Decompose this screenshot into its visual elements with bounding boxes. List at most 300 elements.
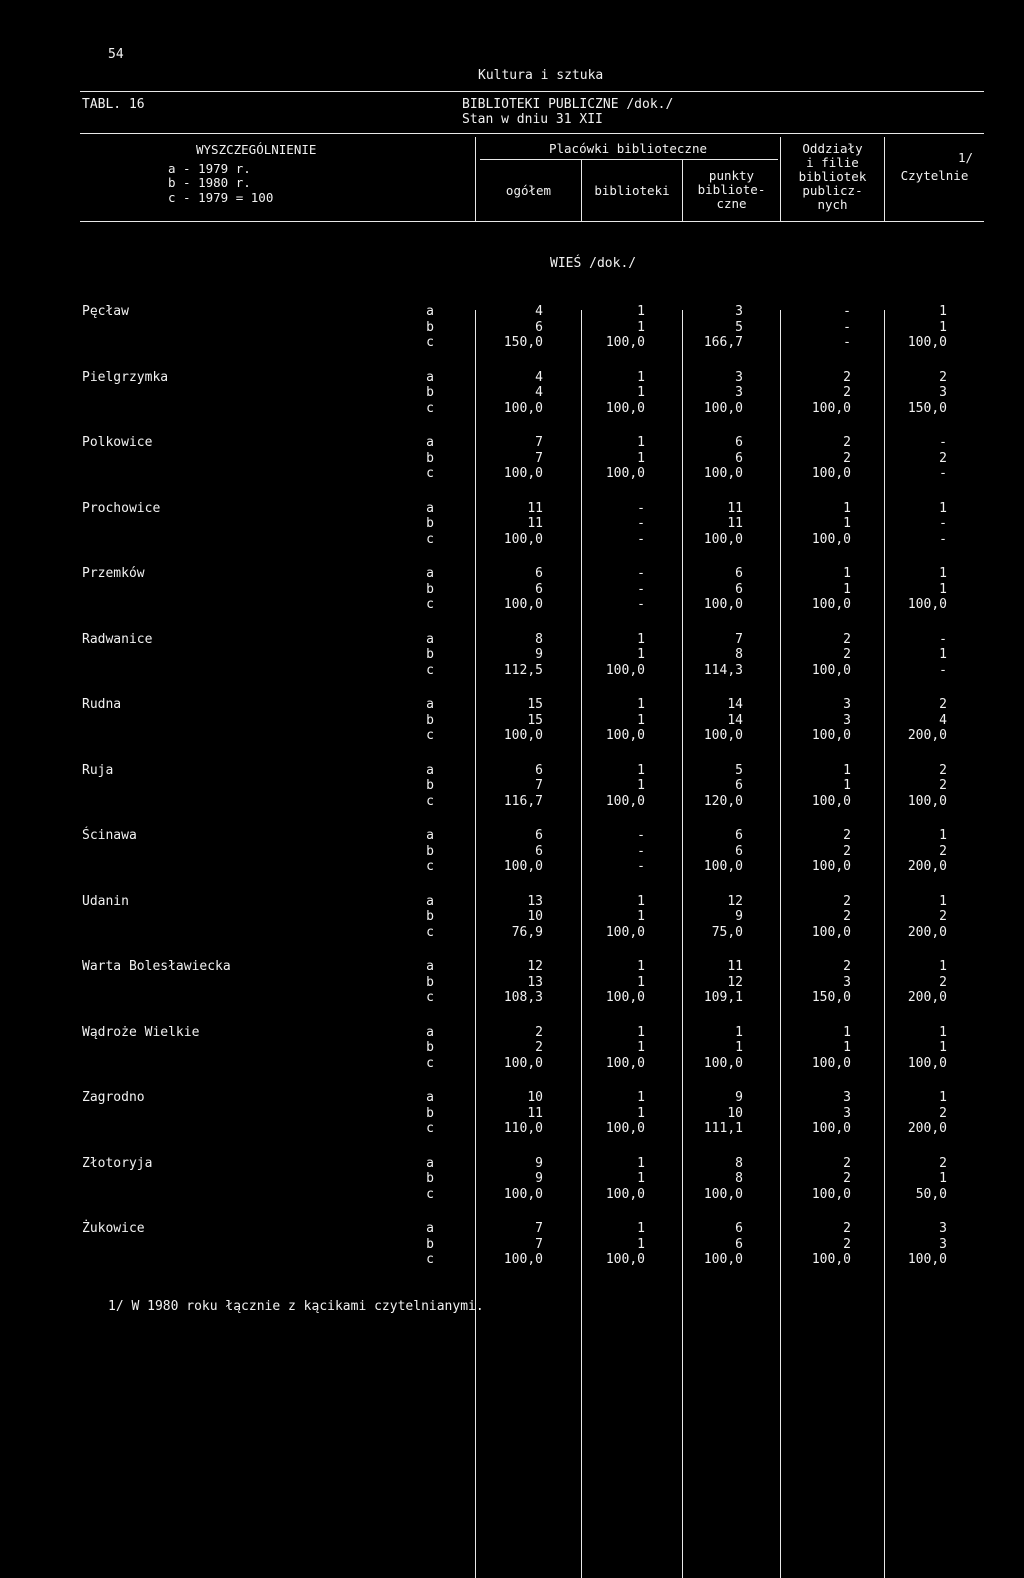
- table-cell: 11: [527, 1105, 543, 1121]
- header-branches: [781, 142, 884, 212]
- table-cell: 1: [939, 1040, 947, 1055]
- table-cell: 15: [527, 697, 543, 712]
- table-cell: -: [939, 466, 947, 481]
- legend-b: b - 1980 r.: [168, 175, 251, 190]
- table-cell: 100,0: [811, 1186, 851, 1202]
- table-cell: 1: [939, 304, 947, 319]
- table-cell: 100,0: [811, 1121, 851, 1136]
- table-cell: 2: [939, 369, 947, 385]
- table-cell: 6: [735, 581, 743, 597]
- page-number: 54: [108, 47, 124, 62]
- table-cell: 150,0: [907, 400, 947, 416]
- row-sub-label-b: b: [426, 974, 434, 990]
- row-name: Polkowice: [82, 435, 153, 450]
- table-cell: 100,0: [811, 859, 851, 874]
- table-cell: 7: [535, 1236, 543, 1252]
- table-cell: 2: [939, 778, 947, 793]
- table-cell: 4: [535, 304, 543, 319]
- table-cell: 1: [939, 828, 947, 843]
- top-rule: [80, 91, 984, 92]
- table-cell: 1: [939, 1090, 947, 1105]
- table-cell: 2: [843, 435, 851, 450]
- row-name: Żukowice: [82, 1221, 145, 1236]
- header-points-line: bibliote-: [697, 182, 766, 197]
- table-cell: 14: [727, 697, 743, 712]
- table-cell: 11: [527, 500, 543, 516]
- row-name: Zagrodno: [82, 1090, 145, 1105]
- table-cell: 2: [843, 843, 851, 859]
- table-cell: 9: [535, 647, 543, 662]
- table-cell: 100,0: [605, 1252, 645, 1267]
- header-group-rule: [480, 159, 778, 160]
- table-cell: 1: [843, 516, 851, 531]
- table-cell: 1: [637, 369, 645, 385]
- table-cell: 1: [843, 762, 851, 778]
- header-group: Placówki biblioteczne: [548, 141, 708, 156]
- table-cell: 100,0: [503, 859, 543, 874]
- table-cell: 100,0: [503, 1055, 543, 1071]
- row-name: Prochowice: [82, 500, 161, 516]
- table-cell: 3: [735, 369, 743, 385]
- table-cell: 11: [727, 500, 743, 516]
- header-branches-line: bibliotek: [798, 169, 867, 184]
- table-cell: 100,0: [605, 990, 645, 1005]
- row-name: Radwanice: [82, 631, 153, 647]
- table-cell: 100,0: [605, 728, 645, 743]
- table-cell: 100,0: [703, 1252, 743, 1267]
- table-cell: -: [939, 631, 947, 647]
- table-cell: 1: [843, 581, 851, 597]
- table-cell: 1: [637, 778, 645, 793]
- table-cell: 100,0: [907, 597, 947, 612]
- table-cell: 200,0: [907, 924, 947, 940]
- row-name: Rudna: [82, 697, 122, 712]
- table-cell: 6: [535, 581, 543, 597]
- row-sub-label-c: c: [426, 793, 434, 809]
- table-cell: 2: [939, 762, 947, 778]
- table-title: BIBLIOTEKI PUBLICZNE /dok./: [462, 97, 674, 112]
- table-label: TABL. 16: [82, 97, 145, 112]
- table-cell: 200,0: [907, 859, 947, 874]
- table-cell: 1: [637, 697, 645, 712]
- table-cell: 100,0: [907, 1055, 947, 1071]
- table-cell: 1: [735, 1024, 743, 1040]
- header-points-line: punkty: [708, 168, 755, 183]
- row-name: Ruja: [82, 762, 114, 778]
- row-sub-label-b: b: [426, 1105, 434, 1121]
- table-cell: -: [637, 566, 645, 581]
- table-cell: 1: [637, 1221, 645, 1236]
- table-cell: 2: [843, 909, 851, 924]
- row-sub-label-b: b: [426, 1236, 434, 1252]
- row-sub-label-a: a: [426, 1221, 434, 1236]
- table-cell: 6: [735, 843, 743, 859]
- header-bottom-rule: [80, 221, 984, 222]
- table-cell: 3: [735, 304, 743, 319]
- table-cell: 100,0: [811, 400, 851, 416]
- table-cell: 76,9: [511, 924, 543, 940]
- table-cell: 1: [637, 385, 645, 400]
- table-cell: 100,0: [503, 531, 543, 547]
- table-cell: 2: [843, 369, 851, 385]
- table-cell: 3: [843, 712, 851, 728]
- table-cell: 110,0: [503, 1121, 543, 1136]
- table-cell: 10: [527, 909, 543, 924]
- table-cell: -: [637, 516, 645, 531]
- table-cell: 1: [735, 1040, 743, 1055]
- table-cell: -: [637, 531, 645, 547]
- header-branches-line: i filie: [806, 155, 859, 170]
- table-cell: 100,0: [605, 335, 645, 350]
- row-sub-label-c: c: [426, 728, 434, 743]
- table-cell: 1: [939, 581, 947, 597]
- table-cell: 4: [939, 712, 947, 728]
- table-cell: 2: [939, 697, 947, 712]
- row-name: Pielgrzymka: [82, 369, 169, 385]
- table-cell: 108,3: [503, 990, 543, 1005]
- table-cell: 1: [637, 647, 645, 662]
- table-cell: 100,0: [605, 466, 645, 481]
- table-cell: 100,0: [703, 466, 743, 481]
- row-sub-label-b: b: [426, 1171, 434, 1186]
- row-sub-label-c: c: [426, 531, 434, 547]
- table-cell: 1: [637, 1171, 645, 1186]
- table-cell: -: [939, 531, 947, 547]
- table-cell: 1: [637, 1236, 645, 1252]
- table-cell: 2: [843, 828, 851, 843]
- row-sub-label-b: b: [426, 385, 434, 400]
- row-sub-label-c: c: [426, 466, 434, 481]
- footnote: 1/ W 1980 roku łącznie z kącikami czytelnianymi.: [108, 1299, 484, 1314]
- table-cell: 8: [735, 1171, 743, 1186]
- row-name: Udanin: [82, 893, 129, 909]
- table-cell: 1: [843, 1024, 851, 1040]
- table-cell: 7: [535, 435, 543, 450]
- table-cell: 6: [735, 450, 743, 466]
- legend-a: a - 1979 r.: [168, 161, 251, 176]
- table-cell: -: [637, 843, 645, 859]
- table-cell: 100,0: [811, 1055, 851, 1071]
- table-cell: 11: [727, 959, 743, 974]
- table-cell: 1: [637, 304, 645, 319]
- table-cell: 6: [735, 1221, 743, 1236]
- table-cell: 2: [843, 647, 851, 662]
- table-cell: 3: [939, 1221, 947, 1236]
- table-cell: 1: [939, 566, 947, 581]
- row-sub-label-c: c: [426, 990, 434, 1005]
- row-sub-label-c: c: [426, 335, 434, 350]
- row-sub-label-a: a: [426, 304, 434, 319]
- table-cell: 100,0: [703, 1055, 743, 1071]
- table-cell: 100,0: [703, 531, 743, 547]
- table-cell: 6: [535, 566, 543, 581]
- table-cell: 6: [535, 319, 543, 335]
- table-cell: 1: [637, 959, 645, 974]
- table-cell: 100,0: [811, 466, 851, 481]
- table-cell: 100,0: [605, 1186, 645, 1202]
- table-cell: 1: [637, 631, 645, 647]
- table-cell: 9: [735, 909, 743, 924]
- table-cell: 3: [843, 1105, 851, 1121]
- row-sub-label-a: a: [426, 435, 434, 450]
- table-cell: 3: [735, 385, 743, 400]
- table-cell: 112,5: [503, 662, 543, 678]
- row-name: Złotoryja: [82, 1155, 153, 1171]
- table-cell: 100,0: [811, 728, 851, 743]
- table-cell: 100,0: [503, 597, 543, 612]
- table-cell: 116,7: [503, 793, 543, 809]
- table-cell: 5: [735, 319, 743, 335]
- table-cell: 1: [939, 959, 947, 974]
- row-sub-label-c: c: [426, 1186, 434, 1202]
- table-cell: 2: [843, 450, 851, 466]
- table-cell: 4: [535, 385, 543, 400]
- table-cell: 12: [527, 959, 543, 974]
- table-cell: 2: [939, 450, 947, 466]
- table-cell: 100,0: [703, 400, 743, 416]
- table-cell: 2: [843, 1221, 851, 1236]
- table-cell: 120,0: [703, 793, 743, 809]
- table-cell: 14: [727, 712, 743, 728]
- header-total: ogółem: [505, 183, 552, 198]
- table-cell: 9: [535, 1171, 543, 1186]
- table-cell: 15: [527, 712, 543, 728]
- table-cell: 1: [637, 1024, 645, 1040]
- table-cell: 3: [843, 974, 851, 990]
- header-points: [683, 169, 780, 211]
- table-cell: 3: [843, 697, 851, 712]
- row-sub-label-c: c: [426, 924, 434, 940]
- table-cell: 2: [843, 631, 851, 647]
- table-cell: 2: [939, 974, 947, 990]
- table-cell: 2: [843, 1236, 851, 1252]
- table-cell: 9: [735, 1090, 743, 1105]
- table-cell: 1: [843, 500, 851, 516]
- section-title: Kultura i sztuka: [478, 68, 604, 83]
- table-cell: 100,0: [907, 793, 947, 809]
- row-sub-label-b: b: [426, 581, 434, 597]
- row-name: Wądroże Wielkie: [82, 1024, 200, 1040]
- row-sub-label-a: a: [426, 500, 434, 516]
- table-cell: 1: [939, 319, 947, 335]
- row-sub-label-c: c: [426, 597, 434, 612]
- table-cell: 1: [637, 1105, 645, 1121]
- row-sub-label-c: c: [426, 859, 434, 874]
- table-cell: 7: [735, 631, 743, 647]
- table-cell: 111,1: [703, 1121, 743, 1136]
- header-top-rule: [80, 133, 984, 134]
- table-cell: 1: [637, 974, 645, 990]
- row-sub-label-a: a: [426, 1155, 434, 1171]
- row-sub-label-b: b: [426, 647, 434, 662]
- table-cell: 100,0: [811, 662, 851, 678]
- table-cell: 8: [735, 1155, 743, 1171]
- table-cell: 2: [939, 1105, 947, 1121]
- table-cell: 200,0: [907, 1121, 947, 1136]
- header-libraries: biblioteki: [594, 183, 670, 198]
- table-cell: 1: [637, 712, 645, 728]
- table-cell: 100,0: [605, 662, 645, 678]
- table-cell: 3: [939, 1236, 947, 1252]
- table-cell: 6: [535, 843, 543, 859]
- table-cell: 6: [735, 778, 743, 793]
- table-cell: 3: [939, 385, 947, 400]
- table-cell: 100,0: [503, 466, 543, 481]
- table-cell: -: [843, 304, 851, 319]
- table-cell: 6: [735, 828, 743, 843]
- table-cell: 2: [535, 1040, 543, 1055]
- row-sub-label-a: a: [426, 1090, 434, 1105]
- table-cell: -: [843, 335, 851, 350]
- table-cell: 5: [735, 762, 743, 778]
- table-cell: 2: [843, 385, 851, 400]
- table-cell: 13: [527, 974, 543, 990]
- header-branches-line: nych: [817, 197, 848, 212]
- table-cell: 100,0: [811, 793, 851, 809]
- table-cell: -: [939, 662, 947, 678]
- table-cell: 1: [939, 893, 947, 909]
- row-sub-label-b: b: [426, 778, 434, 793]
- row-name: Pęcław: [82, 304, 129, 319]
- table-cell: 7: [535, 778, 543, 793]
- row-sub-label-c: c: [426, 1252, 434, 1267]
- table-cell: -: [637, 859, 645, 874]
- table-cell: 7: [535, 450, 543, 466]
- table-cell: 6: [735, 1236, 743, 1252]
- table-cell: 2: [939, 1155, 947, 1171]
- table-cell: 166,7: [703, 335, 743, 350]
- row-sub-label-a: a: [426, 697, 434, 712]
- table-cell: 114,3: [703, 662, 743, 678]
- table-cell: 2: [843, 959, 851, 974]
- table-cell: 2: [939, 843, 947, 859]
- table-cell: 100,0: [605, 924, 645, 940]
- table-cell: 100,0: [503, 400, 543, 416]
- row-sub-label-b: b: [426, 516, 434, 531]
- table-cell: 100,0: [703, 1186, 743, 1202]
- table-cell: 7: [535, 1221, 543, 1236]
- table-cell: 100,0: [703, 859, 743, 874]
- table-cell: 1: [843, 1040, 851, 1055]
- row-sub-label-a: a: [426, 566, 434, 581]
- table-cell: 2: [843, 1171, 851, 1186]
- table-cell: -: [637, 500, 645, 516]
- header-branches-line: publicz-: [802, 183, 863, 198]
- row-sub-label-b: b: [426, 843, 434, 859]
- header-reading-rooms-note: 1/: [958, 150, 974, 165]
- table-cell: 4: [535, 369, 543, 385]
- table-cell: 1: [637, 1155, 645, 1171]
- table-cell: 1: [637, 319, 645, 335]
- row-name: Warta Bolesławiecka: [82, 959, 231, 974]
- table-cell: 12: [727, 893, 743, 909]
- row-sub-label-b: b: [426, 319, 434, 335]
- table-cell: 6: [735, 566, 743, 581]
- table-cell: 100,0: [907, 335, 947, 350]
- table-cell: 100,0: [703, 728, 743, 743]
- table-cell: -: [939, 516, 947, 531]
- table-cell: 150,0: [503, 335, 543, 350]
- table-cell: 100,0: [605, 1055, 645, 1071]
- table-cell: 1: [637, 762, 645, 778]
- table-cell: 75,0: [711, 924, 743, 940]
- table-cell: 100,0: [907, 1252, 947, 1267]
- table-cell: 8: [535, 631, 543, 647]
- table-cell: -: [637, 828, 645, 843]
- table-cell: -: [637, 581, 645, 597]
- header-reading-rooms: Czytelnie: [900, 168, 969, 183]
- table-cell: 1: [637, 450, 645, 466]
- legend-c: c - 1979 = 100: [168, 190, 274, 205]
- table-cell: 10: [727, 1105, 743, 1121]
- row-sub-label-a: a: [426, 1024, 434, 1040]
- table-cell: 13: [527, 893, 543, 909]
- table-cell: 100,0: [811, 924, 851, 940]
- row-sub-label-a: a: [426, 893, 434, 909]
- table-cell: 100,0: [605, 1121, 645, 1136]
- table-cell: -: [843, 319, 851, 335]
- row-sub-label-c: c: [426, 1055, 434, 1071]
- table-cell: 6: [535, 762, 543, 778]
- table-cell: 100,0: [605, 400, 645, 416]
- row-sub-label-b: b: [426, 450, 434, 466]
- table-cell: 2: [535, 1024, 543, 1040]
- table-subtitle: Stan w dniu 31 XII: [462, 112, 603, 127]
- table-cell: 1: [843, 778, 851, 793]
- table-cell: 1: [637, 1090, 645, 1105]
- row-sub-label-a: a: [426, 959, 434, 974]
- legend-heading: WYSZCZEGÓLNIENIE: [196, 142, 317, 157]
- table-cell: 1: [939, 647, 947, 662]
- table-cell: 150,0: [811, 990, 851, 1005]
- row-name: Przemków: [82, 566, 145, 581]
- row-sub-label-a: a: [426, 369, 434, 385]
- row-sub-label-c: c: [426, 1121, 434, 1136]
- table-cell: 1: [637, 1040, 645, 1055]
- table-cell: 6: [735, 435, 743, 450]
- row-sub-label-b: b: [426, 712, 434, 728]
- row-name: Ścinawa: [82, 828, 137, 843]
- table-cell: 3: [843, 1090, 851, 1105]
- table-cell: 1: [637, 909, 645, 924]
- table-cell: 50,0: [915, 1186, 947, 1202]
- table-cell: 100,0: [703, 597, 743, 612]
- table-cell: 1: [843, 566, 851, 581]
- table-cell: 200,0: [907, 990, 947, 1005]
- table-cell: 1: [637, 893, 645, 909]
- table-cell: 1: [939, 500, 947, 516]
- header-points-line: czne: [716, 196, 747, 211]
- table-cell: 12: [727, 974, 743, 990]
- table-cell: 100,0: [811, 531, 851, 547]
- table-cell: 100,0: [605, 793, 645, 809]
- row-sub-label-a: a: [426, 828, 434, 843]
- row-sub-label-c: c: [426, 400, 434, 416]
- table-cell: 100,0: [503, 1252, 543, 1267]
- table-cell: 10: [527, 1090, 543, 1105]
- table-cell: 100,0: [811, 597, 851, 612]
- table-cell: 2: [843, 1155, 851, 1171]
- table-cell: -: [939, 435, 947, 450]
- table-cell: 11: [727, 516, 743, 531]
- table-cell: 2: [939, 909, 947, 924]
- row-sub-label-a: a: [426, 762, 434, 778]
- table-cell: 109,1: [703, 990, 743, 1005]
- table-cell: -: [637, 597, 645, 612]
- table-cell: 2: [843, 893, 851, 909]
- table-cell: 100,0: [503, 1186, 543, 1202]
- table-cell: 1: [939, 1024, 947, 1040]
